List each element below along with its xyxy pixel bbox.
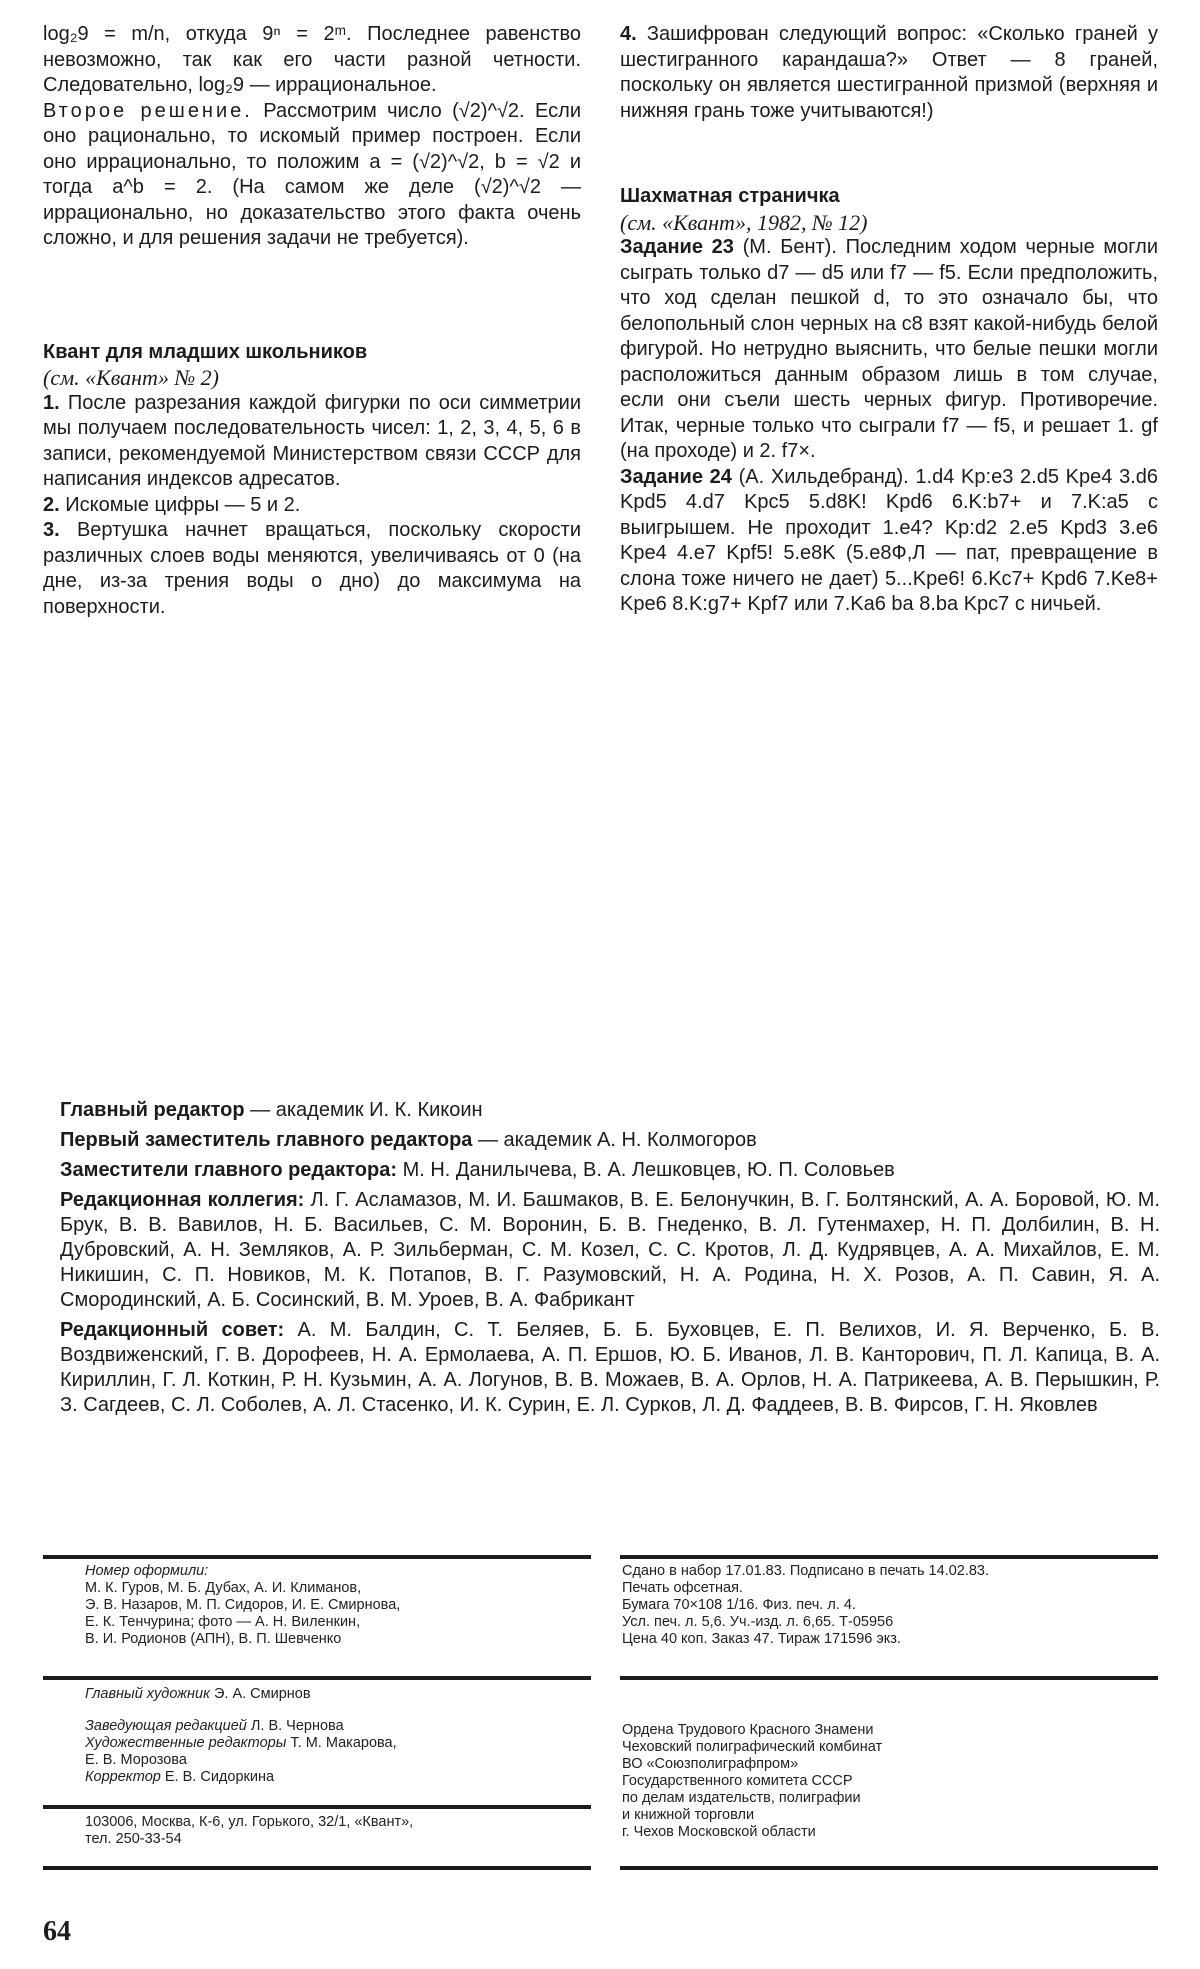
printer-line: Государственного комитета СССР — [622, 1773, 853, 1789]
task-23-text: (М. Бент). Последним ходом черные могли сыграть только d7 — d5 или f7 — f5. Если предположить, что ход сделан пешкой d, то это означало бы, что белопольный слон черных на c8 взят какой-нибудь белой фигурой. Но нетрудно выяснить, что белые пешки могли расположиться данным образом лишь в том случае, если они съели шесть черных фигур. Противоречие. Итак, черные только что сыграли f7 — f5, и решает 1. gf (на проходе) и 2. f7×. — [620, 236, 1158, 462]
item-4 — [620, 22, 1158, 124]
printer-line: Ордена Трудового Красного Знамени — [622, 1722, 874, 1738]
task-24 — [620, 465, 1158, 618]
item-4-num: 4. — [620, 23, 637, 45]
rule-left-1 — [43, 1555, 591, 1559]
chief-editor — [60, 1098, 1160, 1123]
first-deputy — [60, 1128, 1160, 1153]
print-line: Бумага 70×108 1/16. Физ. печ. л. 4. — [622, 1597, 856, 1613]
rule-right-1 — [620, 1555, 1158, 1559]
print-line: Усл. печ. л. 5,6. Уч.-изд. л. 6,65. Т-05956 — [622, 1614, 894, 1630]
address-line: 103006, Москва, К-6, ул. Горького, 32/1, «Квант», — [85, 1814, 414, 1830]
head-value: Л. В. Чернова — [250, 1718, 344, 1734]
deputies — [60, 1158, 1160, 1183]
artistic-value: Т. М. Макарова, — [290, 1735, 397, 1751]
council-label: Редакционный совет: — [60, 1319, 285, 1341]
design-line: Э. В. Назаров, М. П. Сидоров, И. Е. Смирнова, — [85, 1597, 401, 1613]
corrector-value: Е. В. Сидоркина — [164, 1769, 275, 1785]
first-deputy-label: Первый заместитель главного редактора — [60, 1129, 473, 1151]
chief-editor-value: — академик И. К. Кикоин — [250, 1099, 483, 1121]
kvant-item-3-num: 3. — [43, 519, 60, 541]
print-line: Сдано в набор 17.01.83. Подписано в печать 14.02.83. — [622, 1563, 990, 1579]
second-solution-label: Второе решение. — [43, 99, 253, 122]
print-line: Печать офсетная. — [622, 1580, 743, 1596]
rule-left-3 — [43, 1805, 591, 1809]
artistic-label: Художественные редакторы — [85, 1735, 287, 1751]
kvant-section-title: Квант для младших школьников — [43, 340, 368, 363]
rule-right-3 — [620, 1866, 1158, 1870]
print-line: Цена 40 коп. Заказ 47. Тираж 171596 экз. — [622, 1631, 901, 1647]
kvant-item-3 — [43, 518, 581, 620]
deputies-label: Заместители главного редактора: — [60, 1159, 398, 1181]
task-24-text: (А. Хильдебранд). 1.d4 Kp:e3 2.d5 Kpe4 3.d6 Kpd5 4.d7 Kpc5 5.d8K! Kpd6 6.K:b7+ и 7.K:a5 с выигрышем. Не проходит 1.e4? Kp:d2 2.e5 Kpd3 3.e6 Kpe4 4.e7 Kpf5! 5.e8K (5.e8Ф,Л — пат, превращение в слона тоже ничего не дает) 5...Kpe6! 6.Kc7+ Kpd6 7.Ke8+ Kpe6 8.K:g7+ Kpf7 или 7.Ka6 ba 8.ba Kpc7 с ничьей. — [620, 465, 1158, 615]
artistic-value-2: Е. В. Морозова — [85, 1752, 187, 1768]
printer-line: и книжной торговли — [622, 1807, 755, 1823]
kvant-item-1 — [43, 391, 581, 493]
kvant-item-2 — [43, 493, 581, 519]
kvant-item-2-num: 2. — [43, 493, 60, 516]
second-solution — [43, 99, 581, 252]
task-23-label: Задание 23 — [620, 236, 734, 258]
printer-line: ВО «Союзполиграфпром» — [622, 1756, 799, 1772]
art-director — [85, 1686, 585, 1703]
kvant-item-1-num: 1. — [43, 391, 60, 414]
rule-left-4 — [43, 1866, 591, 1870]
proof-intro: log₂9 = m/n, откуда 9ⁿ = 2ᵐ. Последнее равенство невозможно, так как его части разной четности. Следовательно, log₂9 — иррациональное. — [43, 23, 581, 96]
design-line: В. И. Родионов (АПН), В. П. Шевченко — [85, 1631, 342, 1647]
staff-credits — [85, 1718, 585, 1786]
head-label: Заведующая редакцией — [85, 1718, 247, 1734]
design-line: М. К. Гуров, М. Б. Дубах, А. И. Климанов, — [85, 1580, 362, 1596]
editorial-address — [85, 1814, 585, 1848]
left-column — [43, 22, 581, 620]
task-24-label: Задание 24 — [620, 465, 732, 488]
rule-right-2 — [620, 1676, 1158, 1680]
second-solution-text: Рассмотрим число (√2)^√2. Если оно рационально, то искомый пример построен. Если оно иррационально, то положим a = (√2)^√2, b = √2 и тогда a^b = 2. (На самом же деле (√2)^√2 — иррационально, но доказательство этого факта очень сложно, и для решения задачи не требуется). — [43, 99, 581, 249]
deputies-value: М. Н. Данилычева, В. А. Лешковцев, Ю. П. Соловьев — [402, 1159, 895, 1181]
first-deputy-value: — академик А. Н. Колмогоров — [478, 1129, 757, 1151]
kvant-item-3-text: Вертушка начнет вращаться, поскольку скорости различных слоев воды меняются, увеличиваясь от 0 (на дне, из-за трения воды о дно) до максимума на поверхности. — [43, 519, 581, 618]
collegium-value: Л. Г. Асламазов, М. И. Башмаков, В. Е. Белонучкин, В. Г. Болтянский, А. А. Боровой, Ю. М. Брук, В. В. Вавилов, Н. Б. Васильев, С. М. Воронин, Б. В. Гнеденко, В. Л. Гутенмахер, Н. П. Долбилин, В. Н. Дубровский, А. Н. Земляков, А. Р. Зильберман, С. М. Козел, С. С. Кротов, Л. Д. Кудрявцев, А. А. Михайлов, Е. М. Никишин, С. П. Новиков, М. К. Потапов, В. Г. Разумовский, Н. А. Родина, Н. Х. Розов, А. П. Савин, Я. А. Смородинский, А. Б. Сосинский, В. М. Уроев, В. А. Фабрикант — [60, 1189, 1160, 1311]
council-value: А. М. Балдин, С. Т. Беляев, Б. Б. Буховцев, Е. П. Велихов, И. Я. Верченко, Б. В. Воздвиженский, Г. В. Дорофеев, Н. А. Ермолаева, А. П. Ершов, Ю. Б. Иванов, Л. В. Канторович, П. Л. Капица, В. А. Кириллин, Г. Л. Коткин, Р. Н. Кузьмин, А. А. Логунов, В. В. Можаев, В. А. Орлов, Н. А. Патрикеева, А. В. Перышкин, Р. З. Сагдеев, С. Л. Соболев, А. Л. Стасенко, И. К. Сурин, Е. Л. Сурков, Л. Д. Фаддеев, В. В. Фирсов, Г. Н. Яковлев — [60, 1319, 1160, 1416]
chess-section-ref: (см. «Квант», 1982, № 12) — [620, 209, 868, 235]
rule-left-2 — [43, 1676, 591, 1680]
page-number: 64 — [43, 1916, 71, 1947]
design-label: Номер оформили: — [85, 1563, 209, 1579]
chess-section-title: Шахматная страничка — [620, 185, 840, 207]
editorial-board — [60, 1098, 1160, 1423]
design-credits — [85, 1563, 585, 1648]
design-line: Е. К. Тенчурина; фото — А. Н. Виленкин, — [85, 1614, 361, 1630]
printer-line: по делам издательств, полиграфии — [622, 1790, 861, 1806]
editorial-collegium — [60, 1188, 1160, 1313]
right-column — [620, 22, 1158, 618]
printer-info — [622, 1722, 1162, 1841]
collegium-label: Редакционная коллегия: — [60, 1189, 305, 1211]
chief-editor-label: Главный редактор — [60, 1099, 245, 1121]
kvant-item-1-text: После разрезания каждой фигурки по оси симметрии мы получаем последовательность чисел: 1, 2, 3, 4, 5, 6 в записи, рекомендуемой Министерством связи СССР для написания индексов адресатов. — [43, 391, 581, 490]
kvant-section-ref: (см. «Квант» № 2) — [43, 365, 220, 390]
task-23 — [620, 235, 1158, 465]
art-value: Э. А. Смирнов — [213, 1686, 311, 1702]
printer-line: Чеховский полиграфический комбинат — [622, 1739, 883, 1755]
corrector-label: Корректор — [85, 1769, 161, 1785]
print-info — [622, 1563, 1162, 1648]
address-line: тел. 250-33-54 — [85, 1831, 182, 1847]
editorial-council — [60, 1318, 1160, 1418]
item-4-text: Зашифрован следующий вопрос: «Сколько граней у шестигранного карандаша?» Ответ — 8 граней, поскольку он является шестигранной призмой (верхняя и нижняя грань тоже учитываются!) — [620, 23, 1158, 122]
kvant-item-2-text: Искомые цифры — 5 и 2. — [65, 493, 301, 516]
art-label: Главный художник — [85, 1686, 210, 1702]
printer-line: г. Чехов Московской области — [622, 1824, 816, 1840]
